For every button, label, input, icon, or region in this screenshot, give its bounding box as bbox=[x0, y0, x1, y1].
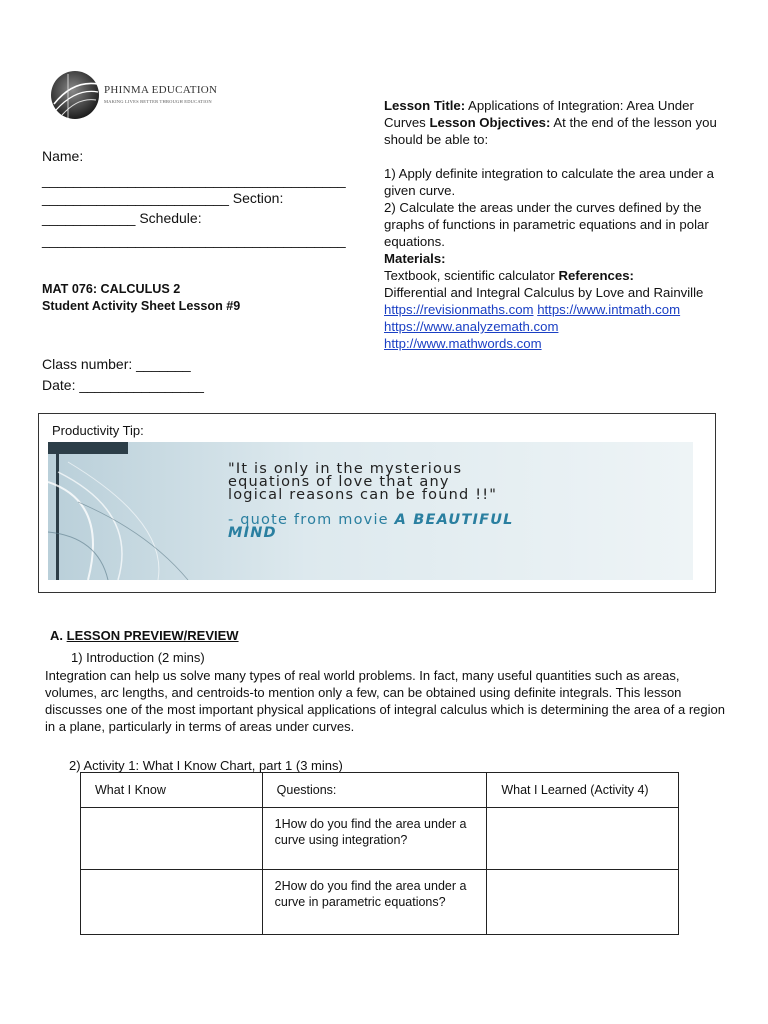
logo-tagline: MAKING LIVES BETTER THROUGH EDUCATION bbox=[104, 99, 212, 104]
name-label: Name: bbox=[42, 148, 84, 164]
question-cell-2: 2How do you find the area under a curve in parametric equations? bbox=[262, 870, 487, 935]
quote-attribution bbox=[228, 514, 678, 540]
table-header-row bbox=[81, 773, 679, 808]
quote-line-3: logical reasons can be found !!" bbox=[228, 487, 498, 503]
know-cell-2[interactable] bbox=[81, 870, 263, 935]
date-field[interactable]: Date: ________________ bbox=[42, 377, 204, 393]
link-analyzemath[interactable]: https://www.analyzemath.com bbox=[384, 319, 559, 334]
table-row bbox=[81, 870, 679, 935]
section-a-prefix: A. bbox=[50, 628, 67, 643]
logo-brand: PHINMA EDUCATION bbox=[104, 84, 218, 96]
objective-2: 2) Calculate the areas under the curves defined by the graphs of functions in parametric equations and in polar equations. bbox=[384, 200, 709, 249]
quote-line-1: "It is only in the mysterious bbox=[228, 461, 463, 477]
link-intmath[interactable]: https://www.intmath.com bbox=[537, 302, 681, 317]
lesson-title: Applications of Integration: Area Under Curves bbox=[384, 98, 694, 130]
objectives-intro: At the end of the lesson you should be able to: bbox=[384, 115, 717, 147]
quote-line-2: equations of love that any bbox=[228, 474, 450, 490]
reference-book: Differential and Integral Calculus by Love and Rainville bbox=[384, 285, 704, 300]
introduction-text: Integration can help us solve many types of real world problems. In fact, many useful quantities such as areas, volumes, arc lengths, and centroids-to mention only a few, can be obtained using definite integrals. This lesson discusses one of the most important physical applications of integral calculus which is determining the area of a region in a plane, particularly in terms of areas under curves. bbox=[45, 668, 725, 734]
materials-label: Materials: bbox=[384, 251, 446, 266]
lesson-title-label: Lesson Title: bbox=[384, 98, 466, 113]
objectives-label: Lesson Objectives: bbox=[429, 115, 551, 130]
link-mathwords[interactable]: http://www.mathwords.com bbox=[384, 336, 542, 351]
section-a-heading bbox=[50, 628, 239, 643]
header-what-i-learned: What I Learned (Activity 4) bbox=[487, 773, 679, 808]
learned-cell-1[interactable] bbox=[487, 808, 679, 870]
lesson-info bbox=[384, 97, 729, 352]
question-cell-1: 1How do you find the area under a curve using integration? bbox=[262, 808, 487, 870]
name-line[interactable]: _______________________________________ bbox=[42, 172, 346, 188]
header-what-i-know: What I Know bbox=[81, 773, 263, 808]
table-row bbox=[81, 808, 679, 870]
introduction-heading: 1) Introduction (2 mins) bbox=[71, 650, 205, 665]
section-a-title: LESSON PREVIEW/REVIEW bbox=[66, 628, 239, 643]
lesson-title-block bbox=[384, 97, 729, 148]
know-cell-1[interactable] bbox=[81, 808, 263, 870]
quote-text bbox=[228, 463, 678, 502]
header-questions: Questions: bbox=[262, 773, 487, 808]
attribution-prefix: - quote from movie bbox=[228, 512, 395, 528]
class-number-field[interactable]: Class number: _______ bbox=[42, 356, 191, 372]
blank-line[interactable]: _______________________________________ bbox=[42, 232, 346, 248]
course-title bbox=[42, 281, 240, 315]
section-line[interactable]: ________________________ Section: bbox=[42, 190, 284, 206]
materials: Textbook, scientific calculator bbox=[384, 268, 555, 283]
productivity-tip-label: Productivity Tip: bbox=[52, 423, 144, 438]
sheet-title: Student Activity Sheet Lesson #9 bbox=[42, 299, 241, 313]
schedule-line[interactable]: ____________ Schedule: bbox=[42, 210, 202, 226]
objective-1: 1) Apply definite integration to calculate the area under a given curve. bbox=[384, 166, 714, 198]
course-code: MAT 076: CALCULUS 2 bbox=[42, 282, 181, 296]
what-i-know-chart bbox=[80, 772, 679, 935]
movie-title-2: MIND bbox=[228, 525, 277, 541]
learned-cell-2[interactable] bbox=[487, 870, 679, 935]
references-label: References: bbox=[558, 268, 634, 283]
materials-line bbox=[384, 267, 729, 284]
link-revisionmaths[interactable]: https://revisionmaths.com bbox=[384, 302, 534, 317]
activity-1-heading: 2) Activity 1: What I Know Chart, part 1 (3 mins) bbox=[69, 758, 343, 773]
movie-title-1: A BEAUTIFUL bbox=[394, 512, 514, 528]
